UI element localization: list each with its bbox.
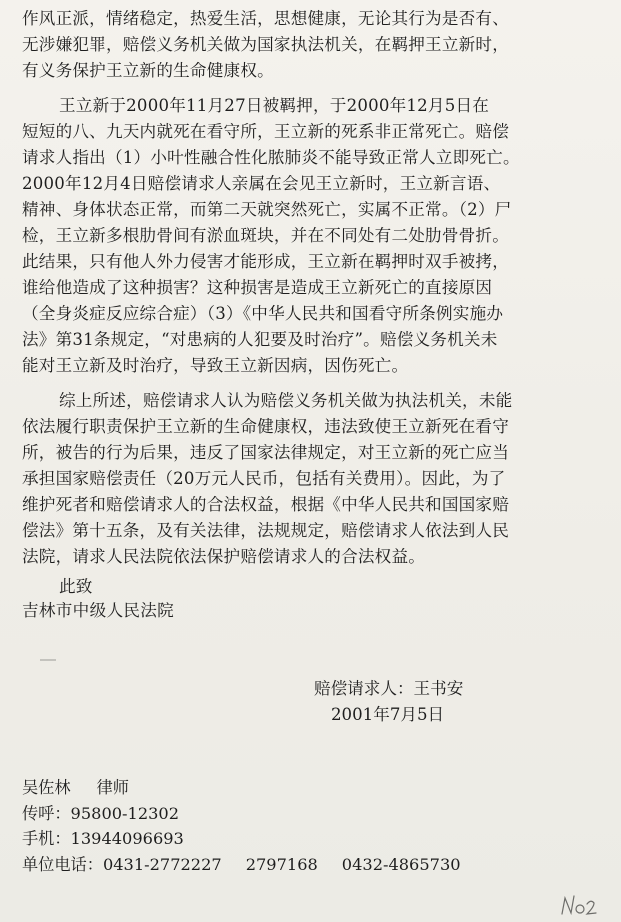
pager-line: 传呼：95800-12302 bbox=[22, 803, 180, 823]
body-line: 精神、身体状态正常，而第二天就突然死亡，实属不正常。（2）尸 bbox=[22, 200, 512, 219]
handwritten-page-mark bbox=[558, 890, 598, 918]
body-line: 短短的八、九天内就死在看守所，王立新的死系非正常死亡。赔偿 bbox=[22, 122, 510, 141]
body-line: 法》第31条规定，“对患病的人犯要及时治疗”。赔偿义务机关未 bbox=[22, 330, 498, 349]
handwritten-page-mark-drawing bbox=[558, 890, 598, 918]
office-phone: 0431-2772227 bbox=[102, 854, 222, 874]
body-line: 2000年12月4日赔偿请求人亲属在会见王立新时，王立新言语、 bbox=[22, 174, 501, 193]
office-phone: 0432-4865730 bbox=[341, 854, 461, 874]
body-line: 所，被告的行为后果，违反了国家法律规定，对王立新的死亡应当 bbox=[22, 443, 510, 462]
addressee-court: 吉林市中级人民法院 bbox=[22, 601, 175, 620]
body-line: 检，王立新多根肋骨间有淤血斑块，并在不同处有二处肋骨骨折。 bbox=[22, 226, 510, 245]
letter-body bbox=[22, 6, 607, 600]
office-phone: 2797168 bbox=[245, 854, 318, 874]
body-line: 请求人指出（1）小叶性融合性化脓肺炎不能导致正常人立即死亡。 bbox=[22, 148, 520, 167]
office-phone-line bbox=[22, 852, 485, 878]
body-line: 有义务保护王立新的生命健康权。 bbox=[22, 61, 274, 80]
body-line: 谁给他造成了这种损害？这种损害是造成王立新死亡的直接原因 bbox=[22, 278, 493, 297]
signature-block bbox=[314, 676, 463, 728]
paper-speck bbox=[40, 646, 56, 648]
body-line: 此结果，只有他人外力侵害才能形成，王立新在羁押时双手被拷， bbox=[22, 252, 510, 271]
contact-block bbox=[22, 775, 485, 877]
closing-salutation: 此致 bbox=[59, 577, 93, 596]
body-line: （全身炎症反应综合症）（3）《中华人民共和国看守所条例实施办 bbox=[22, 304, 504, 323]
claimant-signature: 赔偿请求人：王书安 bbox=[314, 679, 464, 698]
body-line: 法院，请求人民法院依法保护赔偿请求人的合法权益。 bbox=[22, 547, 426, 566]
body-line: 偿法》第十五条，及有关法律，法规规定，赔偿请求人依法到人民 bbox=[22, 521, 510, 540]
signature-date: 2001年7月5日 bbox=[331, 705, 445, 724]
lawyer-line bbox=[22, 775, 485, 801]
body-line: 无涉嫌犯罪，赔偿义务机关做为国家执法机关，在羁押王立新时， bbox=[22, 35, 510, 54]
office-phone-label: 单位电话： bbox=[22, 854, 103, 874]
body-line: 依法履行职责保护王立新的生命健康权，违法致使王立新死在看守 bbox=[22, 417, 510, 436]
body-line: 王立新于2000年11月27日被羁押，于2000年12月5日在 bbox=[59, 96, 490, 115]
lawyer-title: 律师 bbox=[96, 778, 129, 797]
body-line: 能对王立新及时治疗，导致王立新因病，因伤死亡。 bbox=[22, 356, 409, 375]
body-line: 维护死者和赔偿请求人的合法权益，根据《中华人民共和国国家赔 bbox=[22, 495, 510, 514]
lawyer-name: 吴佐林 bbox=[22, 778, 71, 797]
body-line: 承担国家赔偿责任（20万元人民币，包括有关费用）。因此，为了 bbox=[22, 469, 506, 488]
body-line: 作风正派，情绪稳定，热爱生活，思想健康，无论其行为是否有、 bbox=[22, 9, 510, 28]
body-line: 综上所述，赔偿请求人认为赔偿义务机关做为执法机关，未能 bbox=[59, 391, 513, 410]
mobile-line: 手机：13944096693 bbox=[22, 829, 184, 848]
